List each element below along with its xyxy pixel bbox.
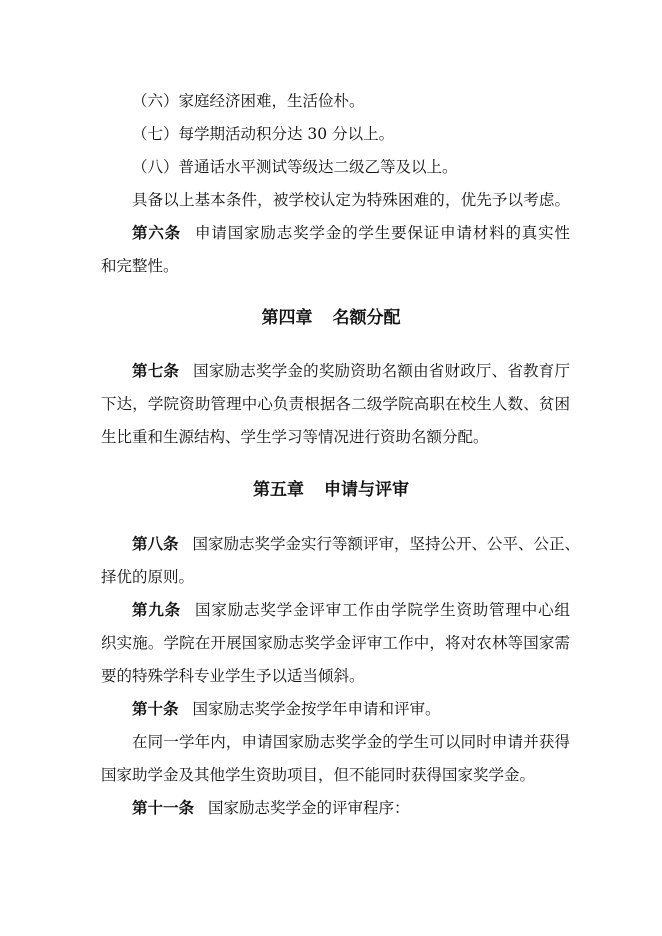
article-lead: 第十条 [132,700,179,718]
chapter-5-heading [0,474,662,507]
article-lead: 第八条 [132,535,179,553]
article-text: 申请国家励志奖学金的学生要保证申请材料的真实性 [195,224,570,242]
article-10 [132,693,441,726]
article-lead: 第十一条 [132,799,195,817]
chapter-4-heading [0,302,662,335]
article-6 [132,217,570,250]
article-9-cont2: 要的特殊学科专业学生予以适当倾斜。 [101,667,365,685]
article-9 [132,594,570,627]
chapter-number: 第五章 [253,480,304,500]
article-lead: 第九条 [132,601,182,619]
item-seven: （七）每学期活动积分达 30 分以上。 [132,125,395,143]
article-7 [132,355,570,388]
chapter-title: 名额分配 [332,308,401,328]
article-text: 国家励志奖学金的评审程序： [208,799,410,817]
article-11 [132,792,410,825]
item-eight: （八）普通话水平测试等级达二级乙等及以上。 [132,158,458,176]
article-lead: 第七条 [132,362,180,380]
priority-text: 具备以上基本条件，被学校认定为特殊困难的，优先予以考虑。 [132,191,570,209]
article-8 [132,528,581,561]
chapter-title: 申请与评审 [324,480,409,500]
same-year-cont: 国家助学金及其他学生资助项目，但不能同时获得国家奖学金。 [101,766,536,784]
same-year-text: 在同一学年内，申请国家励志奖学金的学生可以同时申请并获得 [132,733,570,751]
article-7-cont2: 生比重和生源结构、学生学习等情况进行资助名额分配。 [101,428,489,446]
article-text: 国家励志奖学金的奖励资助名额由省财政厅、省教育厅 [193,362,570,380]
article-text: 国家励志奖学金按学年申请和评审。 [192,700,441,718]
article-7-cont: 下达，学院资助管理中心负责根据各二级学院高职在校生人数、贫困 [101,395,570,413]
article-lead: 第六条 [132,224,182,242]
article-text: 国家励志奖学金实行等额评审，坚持公开、公平、公正、 [192,535,581,553]
article-text: 国家励志奖学金评审工作由学院学生资助管理中心组 [195,601,570,619]
article-6-cont: 和完整性。 [101,257,179,275]
item-six: （六）家庭经济困难，生活俭朴。 [132,92,365,110]
chapter-number: 第四章 [261,308,313,328]
article-9-cont: 织实施。学院在开展国家励志奖学金评审工作中，将对农林等国家需 [101,634,570,652]
article-8-cont: 择优的原则。 [101,568,195,586]
